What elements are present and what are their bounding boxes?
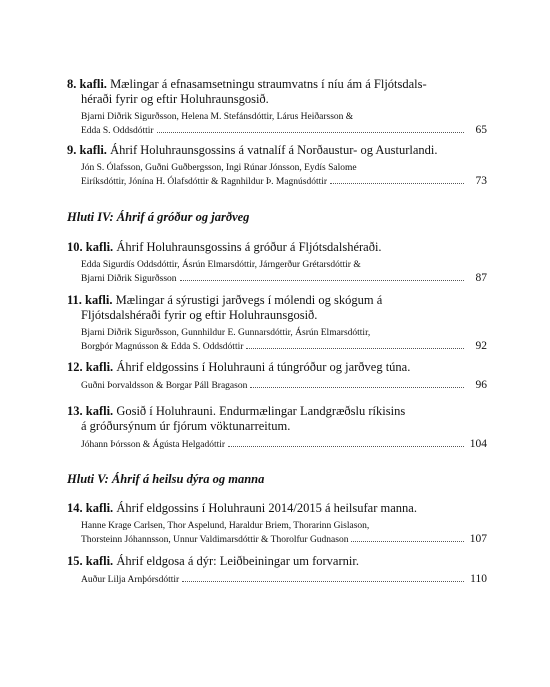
chapter-title-line: Áhrif Holuhraunsgossins á vatnalíf á Norðaustur- og Austurlandi. (110, 143, 438, 157)
chapter-authors (67, 573, 487, 587)
chapter-authors (67, 379, 487, 393)
authors-line: Jón S. Ólafsson, Guðni Guðbergsson, Ingi Rúnar Jónsson, Eydís Salome (81, 163, 357, 173)
page-number: 96 (475, 379, 487, 391)
toc-entry-chapter-10[interactable] (67, 240, 487, 286)
toc-entry-chapter-12[interactable] (67, 360, 487, 393)
authors-line: Edda S. Oddsdóttir (81, 126, 154, 136)
page-number: 104 (469, 438, 487, 450)
dot-leader (180, 279, 464, 281)
dot-leader (330, 182, 464, 184)
toc-entry-chapter-8[interactable] (67, 77, 487, 138)
chapter-authors (67, 162, 487, 189)
authors-line: Auður Lilja Arnþórsdóttir (81, 575, 180, 585)
authors-line: Thorsteinn Jóhannsson, Unnur Valdimarsdóttir & Thorolfur Gudnason (81, 535, 349, 545)
section-heading: Hluti IV: Áhrif á gróður og jarðveg (67, 210, 250, 224)
authors-line: Bjarni Diðrik Sigurðsson (81, 274, 177, 284)
authors-line: Eiríksdóttir, Jónína H. Ólafsdóttir & Ragnhildur Þ. Magnúsdóttir (81, 177, 328, 187)
chapter-authors (67, 259, 487, 286)
toc-entry-chapter-15[interactable] (67, 554, 487, 587)
dot-leader (228, 445, 464, 447)
authors-line: Borgþór Magnússon & Edda S. Oddsdóttir (81, 342, 244, 352)
chapter-authors (67, 327, 487, 354)
dot-leader (246, 347, 464, 349)
chapter-number: 10. kafli. (67, 240, 114, 254)
dot-leader (351, 540, 464, 542)
toc-entry-chapter-11[interactable] (67, 293, 487, 354)
chapter-number: 13. kafli. (67, 404, 114, 418)
page-number: 87 (475, 272, 487, 284)
dot-leader (157, 131, 464, 133)
chapter-title-line: Áhrif eldgossins í Holuhrauni 2014/2015 á heilsufar manna. (116, 501, 417, 515)
chapter-title-line: Áhrif Holuhraunsgossins á gróður á Fljótsdalshéraði. (116, 240, 382, 254)
chapter-number: 11. kafli. (67, 293, 113, 307)
section-heading: Hluti V: Áhrif á heilsu dýra og manna (67, 472, 265, 486)
authors-line: Edda Sigurdís Oddsdóttir, Ásrún Elmarsdóttir, Járngerður Grétarsdóttir & (81, 260, 361, 270)
chapter-title-line: Gosið í Holuhrauni. Endurmælingar Landgræðslu ríkisins (116, 404, 406, 418)
chapter-title (67, 240, 487, 255)
authors-line: Bjarni Diðrik Sigurðsson, Gunnhildur E. Gunnarsdóttir, Ásrún Elmarsdóttir, (81, 328, 371, 338)
authors-line: Jóhann Þórsson & Ágústa Helgadóttir (81, 440, 226, 450)
chapter-authors (67, 111, 487, 138)
authors-line: Bjarni Diðrik Sigurðsson, Helena M. Stefánsdóttir, Lárus Heiðarsson & (81, 112, 354, 122)
chapter-title (67, 293, 487, 323)
chapter-title-line: Mælingar á sýrustigi jarðvegs í mólendi og skógum á (115, 293, 383, 307)
page-number: 73 (475, 175, 487, 187)
chapter-number: 9. kafli. (67, 143, 107, 157)
chapter-number: 14. kafli. (67, 501, 114, 515)
page-number: 65 (475, 124, 487, 136)
toc-entry-chapter-9[interactable] (67, 143, 487, 189)
chapter-title-line: héraði fyrir og eftir Holuhraunsgosið. (81, 92, 269, 106)
chapter-title-line: á gróðursýnum úr fjórum vöktunarreitum. (81, 419, 291, 433)
chapter-number: 15. kafli. (67, 554, 114, 568)
chapter-title-line: Mælingar á efnasamsetningu straumvatns í níu ám á Fljótsdals- (110, 77, 427, 91)
chapter-title (67, 554, 487, 569)
page-number: 107 (469, 533, 487, 545)
chapter-title (67, 404, 487, 434)
dot-leader (182, 580, 464, 582)
authors-line: Hanne Krage Carlsen, Thor Aspelund, Haraldur Briem, Thorarinn Gislason, (81, 521, 370, 531)
chapter-title-line: Áhrif eldgossins í Holuhrauni á túngróður og jarðveg túna. (116, 360, 411, 374)
chapter-title (67, 501, 487, 516)
toc-entry-chapter-14[interactable] (67, 501, 487, 547)
chapter-title (67, 360, 487, 375)
chapter-title (67, 143, 487, 158)
chapter-number: 12. kafli. (67, 360, 114, 374)
chapter-authors (67, 520, 487, 547)
chapter-authors (67, 438, 487, 452)
authors-line: Guðni Þorvaldsson & Borgar Páll Bragason (81, 381, 248, 391)
chapter-title-line: Fljótsdalshéraði fyrir og eftir Holuhraunsgosið. (81, 308, 318, 322)
chapter-title (67, 77, 487, 107)
chapter-number: 8. kafli. (67, 77, 107, 91)
page-number: 110 (470, 573, 487, 585)
toc-entry-chapter-13[interactable] (67, 404, 487, 452)
dot-leader (250, 386, 464, 388)
page-number: 92 (475, 340, 487, 352)
chapter-title-line: Áhrif eldgosa á dýr: Leiðbeiningar um forvarnir. (116, 554, 359, 568)
